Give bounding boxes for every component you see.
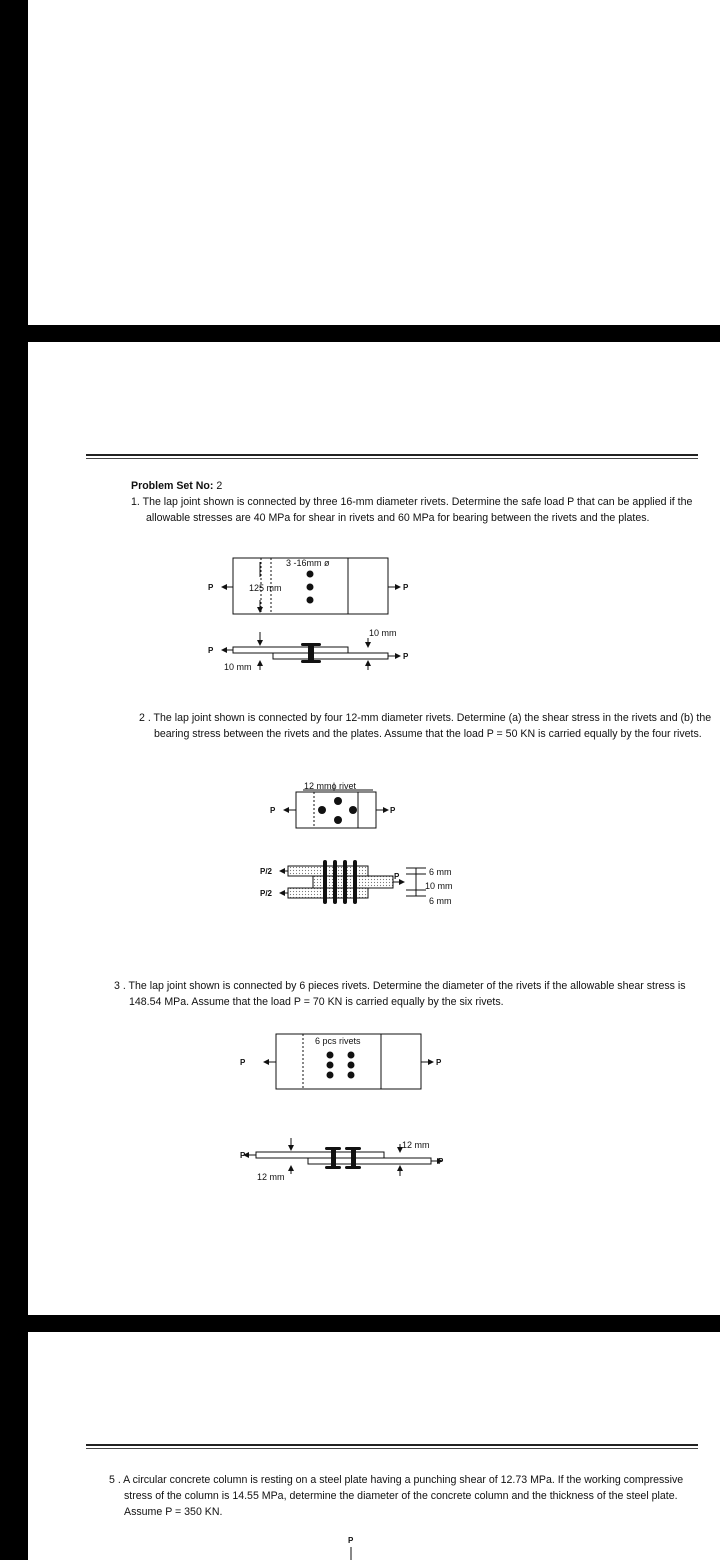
fig1-rivet <box>307 597 314 604</box>
fig1-rivet <box>307 584 314 591</box>
fig3-side-load-left: P <box>240 1151 246 1160</box>
fig3-rivet <box>348 1052 355 1059</box>
problem-set-label: Problem Set No: <box>131 480 214 492</box>
fig3-bottom-thickness: 12 mm <box>257 1172 285 1182</box>
problem-2-text: The lap joint shown is connected by four 12-mm diameter rivets. Determine (a) the shear stress in the rivets and (b) the bearing stress between the rivets and the plates. Assume that the load P = 50 KN is carried equally by the four rivets. <box>153 712 712 740</box>
document-page-3 <box>28 1332 720 1560</box>
fig1-side-view <box>208 628 409 672</box>
problem-1 <box>131 494 718 526</box>
fig1-bottom-thickness: 10 mm <box>224 662 252 672</box>
fig3-side-view <box>240 1138 444 1182</box>
fig2-rivet <box>334 816 342 824</box>
fig3-rivet <box>327 1072 334 1079</box>
fig2-rivet-label: 12 mmϕ rivet <box>304 781 357 791</box>
fig2-load-right: P <box>390 806 396 815</box>
document-page-1 <box>28 0 720 325</box>
fig2-rivet <box>349 806 357 814</box>
header-rule <box>86 454 698 456</box>
fig1-load-right: P <box>403 583 409 592</box>
problem-1-text: The lap joint shown is connected by three 16-mm diameter rivets. Determine the safe load P that can be applied if the allowable stresses are 40 MPa for shear in rivets and 60 MPa for bearing between the rivets and the plates. <box>142 496 693 524</box>
fig2-rivet <box>334 797 342 805</box>
problem-3-text: The lap joint shown is connected by 6 pieces rivets. Determine the diameter of the rivets if the allowable shear stress is 148.54 MPa. Assume that the load P = 70 KN is carried equally by the six rivets. <box>128 980 686 1008</box>
fig2-side-view <box>260 860 453 906</box>
figure-2 <box>28 776 720 926</box>
fig3-top-thickness: 12 mm <box>402 1140 430 1150</box>
fig3-plan-view <box>240 1034 442 1089</box>
fig1-top-thickness: 10 mm <box>369 628 397 638</box>
fig3-rivet <box>327 1052 334 1059</box>
fig3-rivet <box>348 1062 355 1069</box>
fig1-side-load-right: P <box>403 652 409 661</box>
fig3-load-left: P <box>240 1058 246 1067</box>
fig2-t1: 6 mm <box>429 867 452 877</box>
fig2-side-load-right: P <box>394 872 400 881</box>
fig3-rivet-label: 6 pcs rivets <box>315 1036 361 1046</box>
fig3-rivet <box>327 1062 334 1069</box>
figure-3 <box>28 1034 720 1194</box>
header-rule-thin <box>86 458 698 459</box>
fig2-half-load-top: P/2 <box>260 867 273 876</box>
header-rule-thin <box>86 1448 698 1449</box>
figure-1 <box>28 552 720 682</box>
fig1-rivet-label: 3 -16mm ø <box>286 558 330 568</box>
problem-2-number: 2 . <box>139 712 151 724</box>
problem-3-number: 3 . <box>114 980 126 992</box>
problem-5-text: A circular concrete column is resting on a steel plate having a punching shear of 12.73 MPa. If the working compressive stress of the column is 14.55 MPa, determine the diameter of the concrete column and the thickness of the steel plate. Assume P = 350 KN. <box>123 1474 684 1518</box>
fig1-width-label: 125 mm <box>249 583 282 593</box>
problem-3 <box>114 978 719 1010</box>
fig1-rivet <box>307 571 314 578</box>
document-page-2 <box>28 342 720 1315</box>
fig5-load-label: P <box>348 1536 354 1545</box>
problem-2 <box>139 710 720 742</box>
header-rule <box>86 1444 698 1446</box>
fig3-side-load-right: P <box>438 1157 444 1166</box>
fig2-t3: 6 mm <box>429 896 452 906</box>
fig3-load-right: P <box>436 1058 442 1067</box>
fig1-plan-view <box>208 558 409 614</box>
fig2-load-left: P <box>270 806 276 815</box>
figure-5 <box>28 1532 720 1560</box>
fig2-half-load-bottom: P/2 <box>260 889 273 898</box>
fig3-rivet <box>348 1072 355 1079</box>
fig1-side-load-left: P <box>208 646 214 655</box>
problem-5 <box>109 1472 714 1520</box>
problem-set-number: 2 <box>216 480 223 492</box>
problem-1-number: 1. <box>131 496 140 508</box>
problem-set-heading <box>131 478 711 494</box>
fig1-load-left: P <box>208 583 214 592</box>
problem-5-number: 5 . <box>109 1474 121 1486</box>
fig2-t2: 10 mm <box>425 881 453 891</box>
fig2-rivet <box>318 806 326 814</box>
fig2-plan-view <box>270 781 396 828</box>
